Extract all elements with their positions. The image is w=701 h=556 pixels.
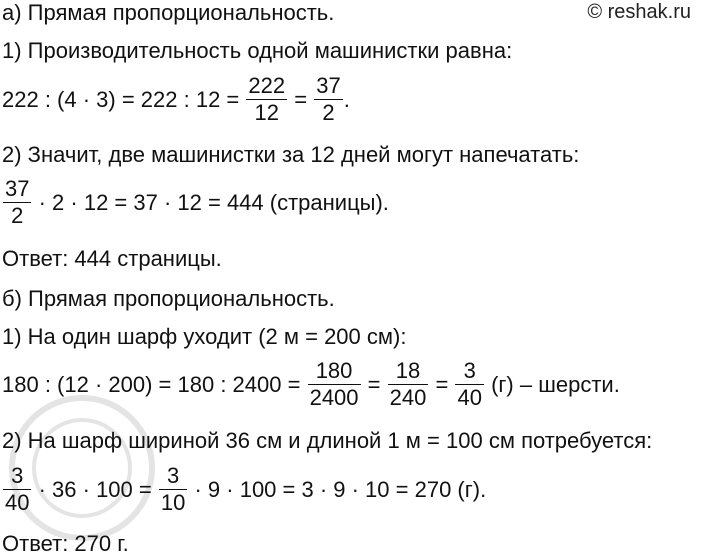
part-a-step1: 1) Производительность одной машинистки равна: [2, 38, 513, 63]
numerator: 222 [248, 73, 286, 98]
eq-text: 222 : (4 · 3) = 222 : 12 = [2, 86, 240, 112]
part-b-step1: 1) На один шарф уходит (2 м = 200 см): [2, 324, 407, 349]
fraction [3, 178, 31, 227]
fraction [455, 360, 483, 409]
eq-text: · 2 · 12 = 37 · 12 = 444 (страницы). [38, 189, 389, 215]
numerator: 3 [455, 360, 483, 385]
part-a-answer: Ответ: 444 страницы. [2, 246, 222, 271]
eq-text: · 36 · 100 = [38, 476, 152, 502]
eq-text: = [367, 371, 381, 397]
denominator: 2400 [309, 385, 359, 410]
numerator: 18 [388, 360, 429, 385]
denominator: 2 [11, 203, 24, 228]
eq-text: = [435, 371, 449, 397]
part-b-equation2 [2, 465, 486, 514]
eq-text: (г) – шерсти. [491, 371, 620, 397]
numerator: 3 [3, 465, 31, 490]
eq-text: 180 : (12 · 200) = 180 : 2400 = [2, 371, 301, 397]
fraction [246, 75, 287, 124]
eq-text: · 9 · 100 = 3 · 9 · 10 = 270 (г). [194, 476, 487, 502]
eq-text: = [294, 86, 308, 112]
part-a-equation2 [2, 178, 389, 227]
denominator: 240 [389, 385, 427, 410]
denominator: 40 [5, 490, 30, 515]
denominator: 40 [457, 385, 482, 410]
part-a-heading: а) Прямая пропорциональность. [2, 0, 335, 25]
site-watermark: © reshak.ru [587, 1, 691, 23]
part-b-step2: 2) На шарф шириной 36 см и длиной 1 м = 100 см потребуется: [2, 428, 653, 453]
part-b-answer: Ответ: 270 г. [2, 531, 129, 556]
denominator: 12 [254, 100, 279, 125]
part-a-step2: 2) Значит, две машинистки за 12 дней могут напечатать: [2, 142, 580, 167]
fraction [3, 465, 31, 514]
fraction [388, 360, 429, 409]
numerator: 37 [5, 176, 30, 201]
numerator: 3 [159, 465, 187, 490]
denominator: 2 [322, 100, 335, 125]
part-a-equation1 [2, 75, 350, 124]
fraction [314, 75, 342, 124]
numerator: 180 [308, 360, 361, 385]
fraction [308, 360, 361, 409]
eq-text: . [343, 86, 350, 112]
part-b-equation1 [2, 360, 620, 409]
numerator: 37 [316, 73, 341, 98]
denominator: 10 [160, 490, 186, 515]
fraction [159, 465, 187, 514]
part-b-heading: б) Прямая пропорциональность. [2, 286, 335, 311]
